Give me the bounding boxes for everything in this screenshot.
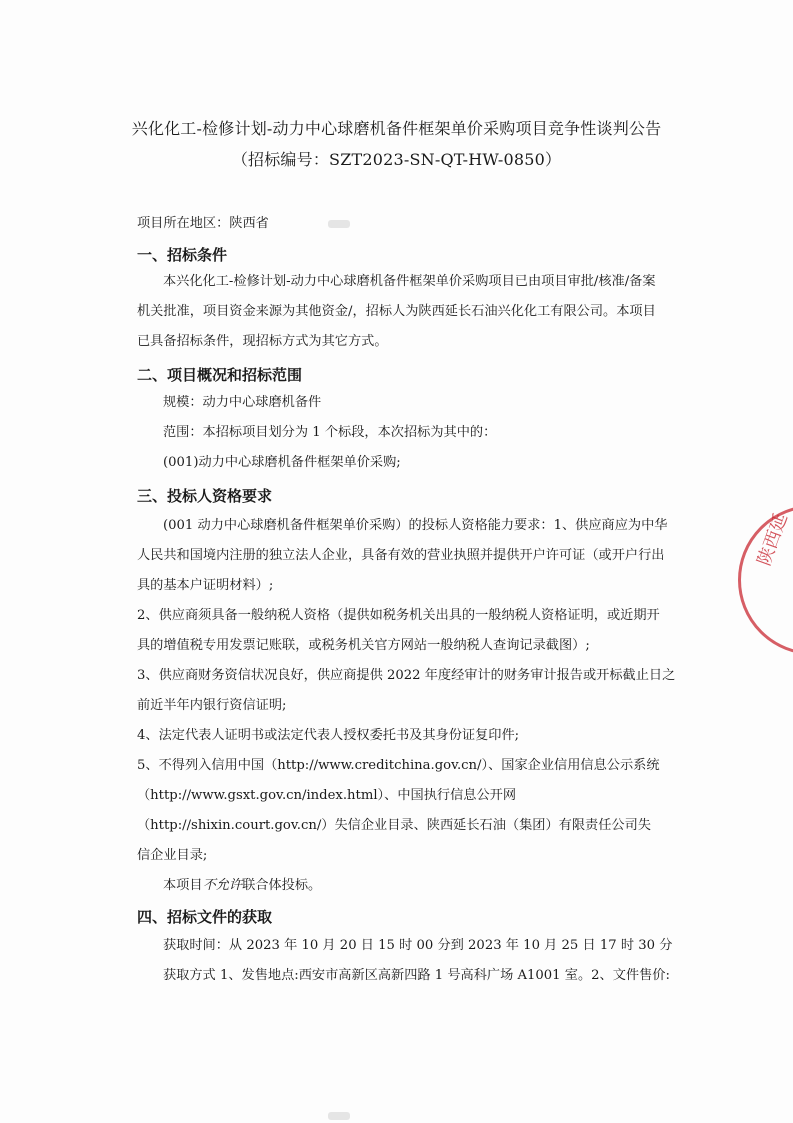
section-heading-qualifications: 三、投标人资格要求 [137,487,273,505]
joint-bid-italic: 不允许 [202,878,243,893]
paragraph-line: 前近半年内银行资信证明; [137,698,287,713]
paragraph-line: 3、供应商财务资信状况良好，供应商提供 2022 年度经审计的财务审计报告或开标截止日之 [137,668,676,683]
joint-bid-prefix: 本项目 [163,878,203,893]
paragraph-line: （http://www.gsxt.gov.cn/index.html）、中国执行信息公开网 [137,788,517,803]
paragraph-line: 已具备招标条件，现招标方式为其它方式。 [137,334,388,349]
paragraph-line: 人民共和国境内注册的独立法人企业，具备有效的营业执照并提供开户许可证（或开户行出 [137,548,665,563]
paragraph-line: 5、不得列入信用中国（http://www.creditchina.gov.cn/）、国家企业信用信息公示系统 [137,758,660,773]
paragraph-line: 4、法定代表人证明书或法定代表人授权委托书及其身份证复印件; [137,728,520,743]
paragraph-line: 范围：本招标项目划分为 1 个标段，本次招标为其中的： [163,425,497,440]
paragraph-line: （http://shixin.court.gov.cn/）失信企业目录、陕西延长石油（集团）有限责任公司失 [137,818,651,833]
paragraph-line: 本兴化化工-检修计划-动力中心球磨机备件框架单价采购项目已由项目审批/核准/备案 [163,274,656,289]
paragraph-line: 2、供应商须具备一般纳税人资格（提供如税务机关出具的一般纳税人资格证明，或近期开 [137,608,660,623]
paragraph-line: 具的增值税专用发票记账联，或税务机关官方网站一般纳税人查询记录截图）; [137,638,590,653]
scan-smudge [328,220,350,228]
paragraph-line: 信企业目录; [137,848,208,863]
paragraph-line: (001 动力中心球磨机备件框架单价采购）的投标人资格能力要求：1、供应商应为中华 [163,518,668,533]
paragraph-line: 获取时间：从 2023 年 10 月 20 日 15 时 00 分到 2023 年 10 月 25 日 17 时 30 分 [163,938,673,953]
paragraph-line: 获取方式 1、发售地点:西安市高新区高新四路 1 号高科广场 A1001 室。2、文件售价: [163,968,670,983]
seal-text: 陕西延 [753,510,792,569]
scan-smudge [328,1112,350,1120]
joint-bid-suffix: 联合体投标。 [242,878,322,893]
joint-bid-note [163,878,321,894]
project-region: 项目所在地区：陕西省 [137,216,269,231]
section-heading-conditions: 一、招标条件 [137,246,228,264]
section-heading-overview: 二、项目概况和招标范围 [137,366,303,384]
paragraph-line: 具的基本户证明材料）; [137,578,274,593]
section-heading-documents: 四、招标文件的获取 [137,908,273,926]
paragraph-line: (001)动力中心球磨机备件框架单价采购; [163,455,401,470]
tender-number: （招标编号：SZT2023-SN-QT-HW-0850） [231,150,562,169]
document-title: 兴化化工-检修计划-动力中心球磨机备件框架单价采购项目竞争性谈判公告 [131,119,662,138]
paragraph-line: 规模：动力中心球磨机备件 [163,395,322,410]
paragraph-line: 机关批准，项目资金来源为其他资金/，招标人为陕西延长石油兴化化工有限公司。本项目 [137,304,656,319]
